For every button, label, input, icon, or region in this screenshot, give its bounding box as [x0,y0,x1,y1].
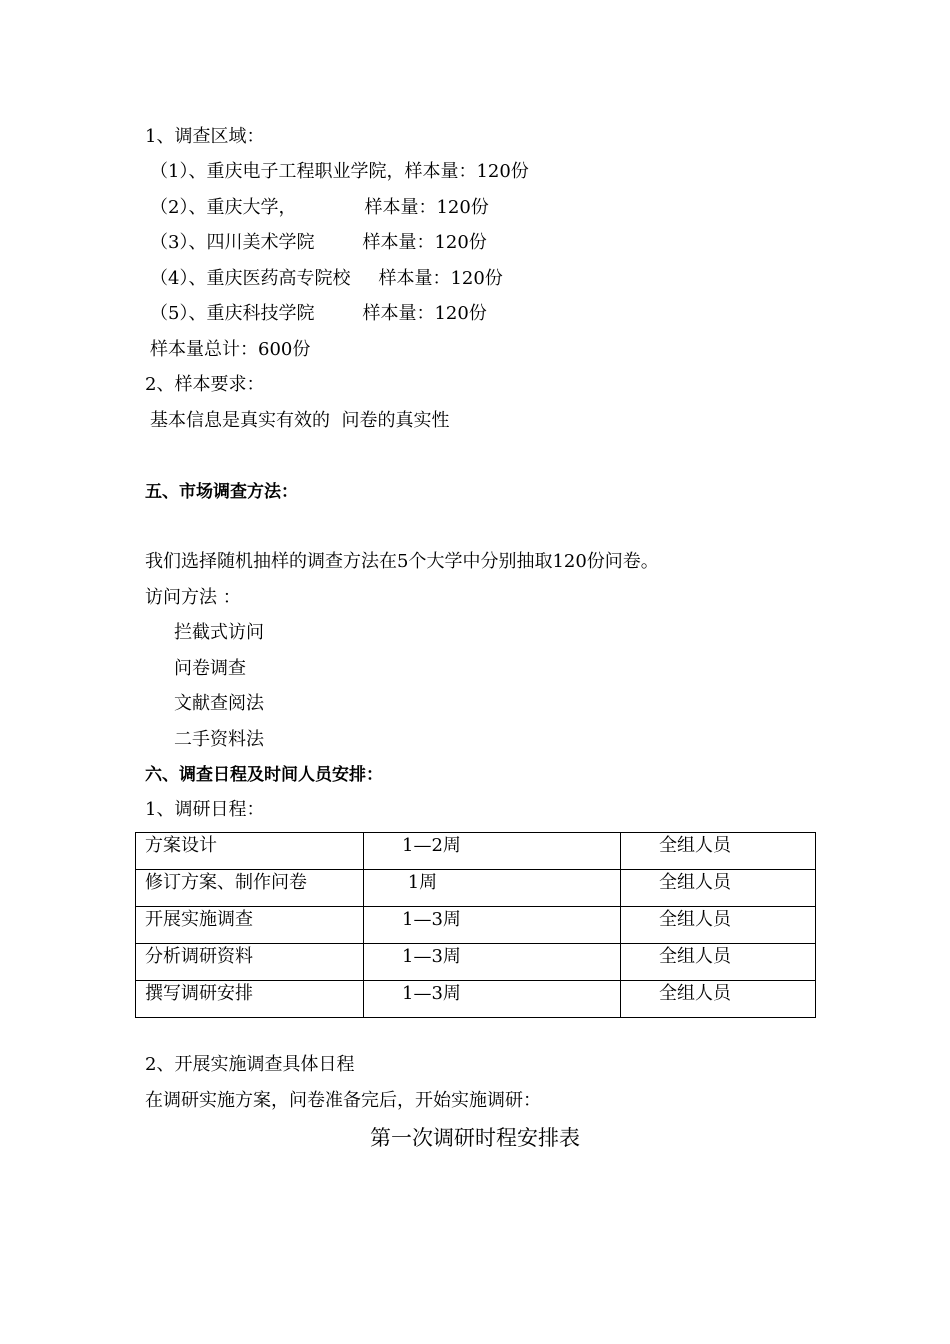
staff-cell: 全组人员 [621,870,816,907]
table-row [136,870,816,907]
item-sample: 样本量：120份 [362,232,487,253]
item-label: （5）、重庆科技学院 [150,303,315,324]
duration-cell: 1—3周 [364,981,621,1018]
table-row [136,907,816,944]
detail-text: 在调研实施方案，问卷准备完后，开始实施调研： [145,1090,541,1111]
task-cell: 撰写调研安排 [136,981,364,1018]
detail-heading: 2、开展实施调查具体日程 [145,1054,355,1075]
staff-cell: 全组人员 [621,907,816,944]
method-item: 拦截式访问 [174,622,264,643]
method-item: 问卷调查 [174,658,246,679]
duration-cell: 1周 [364,870,621,907]
schedule-table [135,832,816,1018]
method-item: 文献查阅法 [174,693,264,714]
item-label: （4）、重庆医药高专院校 [150,268,351,289]
table-row [136,833,816,870]
table-row [136,944,816,981]
item-label: （3）、四川美术学院 [150,232,315,253]
item-sample: 样本量：120份 [404,161,529,182]
duration-cell: 1—2周 [364,833,621,870]
task-cell: 修订方案、制作问卷 [136,870,364,907]
item-label: （1）、重庆电子工程职业学院， [150,161,405,182]
duration-cell: 1—3周 [364,907,621,944]
sample-req-heading: 2、样本要求： [145,374,265,395]
section6-title: 六、调查日程及时间人员安排： [145,765,383,785]
staff-cell: 全组人员 [621,944,816,981]
methods-label: 访问方法 ： [145,587,241,608]
survey-area-item [150,196,489,220]
item-label: （2）、重庆大学， [150,197,297,218]
survey-area-item [150,302,487,326]
sample-req-text: 基本信息是真实有效的 问卷的真实性 [150,410,450,431]
section5-title: 五、市场调查方法： [145,482,298,502]
task-cell: 分析调研资料 [136,944,364,981]
sample-total: 样本量总计：600份 [150,339,311,360]
section5-intro: 我们选择随机抽样的调查方法在5个大学中分别抽取120份问卷。 [145,551,659,572]
task-cell: 开展实施调查 [136,907,364,944]
table-row [136,981,816,1018]
method-item: 二手资料法 [174,729,264,750]
table-title: 第一次调研时程安排表 [370,1126,580,1150]
item-sample: 样本量：120份 [378,268,503,289]
item-sample: 样本量：120份 [362,303,487,324]
survey-area-item [150,160,529,184]
staff-cell: 全组人员 [621,981,816,1018]
staff-cell: 全组人员 [621,833,816,870]
survey-area-heading: 1、调查区域： [145,126,265,147]
schedule-heading: 1、调研日程： [145,799,265,820]
item-sample: 样本量：120份 [364,197,489,218]
survey-area-item [150,267,503,291]
duration-cell: 1—3周 [364,944,621,981]
survey-area-item [150,231,487,255]
task-cell: 方案设计 [136,833,364,870]
